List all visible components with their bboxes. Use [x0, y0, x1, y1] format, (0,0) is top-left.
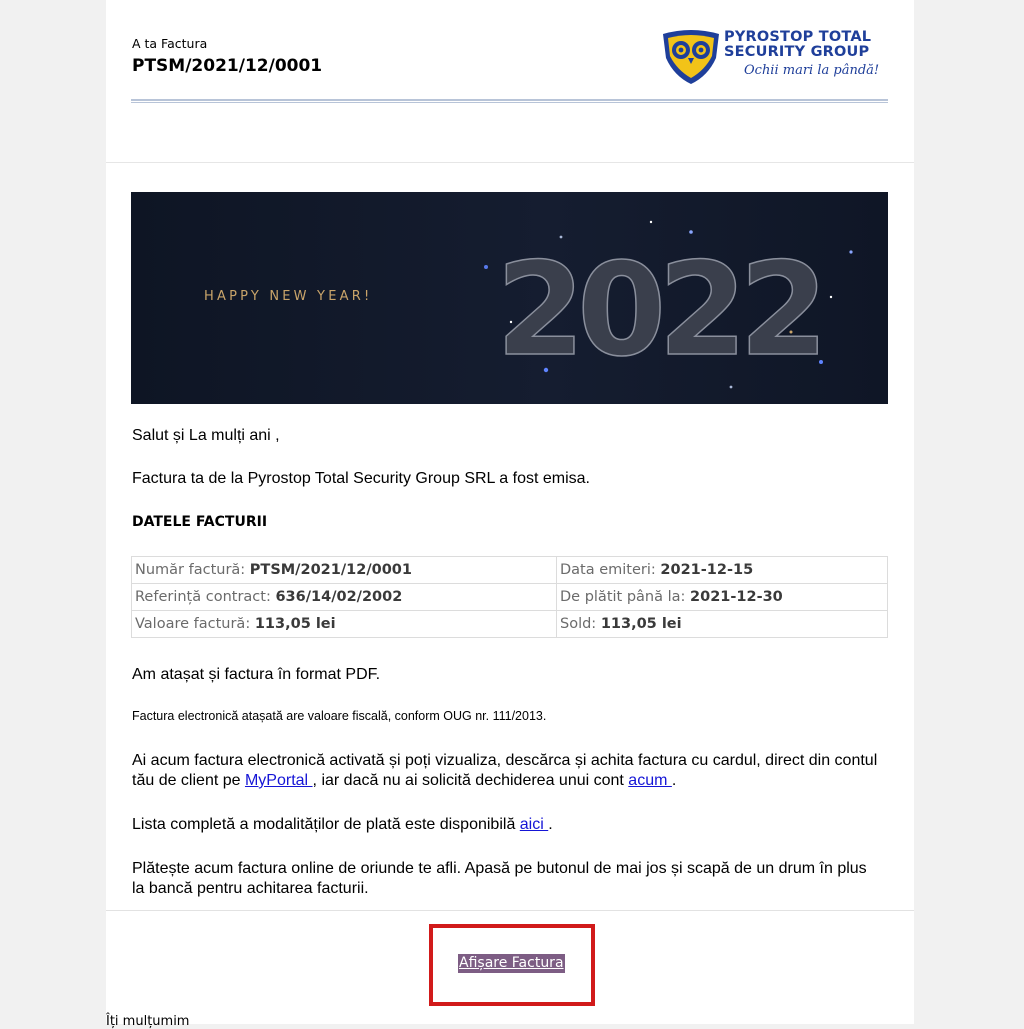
new-year-banner — [131, 192, 888, 404]
table-row — [132, 557, 888, 584]
create-account-link[interactable]: acum — [628, 772, 672, 789]
pay-now-paragraph: Plătește acum factura online de oriunde te afli. Apasă pe butonul de mai jos și scapă de un drum în plus la bancă pentru achitarea facturii. — [132, 860, 867, 897]
section-title: DATELE FACTURII — [132, 514, 268, 530]
header-divider — [131, 99, 888, 103]
owl-shield-icon — [660, 28, 722, 86]
section-gap — [106, 162, 914, 175]
due-date-cell: De plătit până la: 2021-12-30 — [557, 584, 888, 611]
table-row — [132, 611, 888, 638]
footer-divider — [106, 910, 914, 911]
greeting: Salut și La mulți ani , — [132, 427, 280, 444]
balance-cell: Sold: 113,05 lei — [557, 611, 888, 638]
fiscal-note: Factura electronică atașată are valoare fiscală, conform OUG nr. 111/2013. — [132, 709, 547, 723]
logo-line-1: PYROSTOP TOTAL — [724, 29, 872, 45]
year-digits: 2022 — [496, 236, 821, 382]
header-label: A ta Factura — [132, 36, 208, 51]
logo-slogan: Ochii mari la pândă! — [744, 63, 880, 78]
table-row — [132, 584, 888, 611]
company-logo — [660, 26, 890, 88]
payment-methods-paragraph: Lista completă a modalităților de plată este disponibilă aici . — [132, 816, 553, 833]
logo-line-2: SECURITY GROUP — [724, 44, 870, 60]
header-invoice-number: PTSM/2021/12/0001 — [132, 56, 323, 76]
banner-text: HAPPY NEW YEAR! — [204, 289, 373, 304]
intro-text: Factura ta de la Pyrostop Total Security Group SRL a fost emisa. — [132, 470, 590, 487]
payment-methods-link[interactable]: aici — [519, 816, 549, 833]
contract-reference-cell: Referință contract: 636/14/02/2002 — [132, 584, 557, 611]
view-invoice-button[interactable]: Afișare Factura — [459, 955, 564, 971]
invoice-details-table — [131, 556, 888, 638]
attachment-note: Am atașat și factura în format PDF. — [132, 666, 381, 683]
thanks-text: Îți mulțumim — [106, 1014, 190, 1029]
invoice-number-cell: Număr factură: PTSM/2021/12/0001 — [132, 557, 557, 584]
issue-date-cell: Data emiteri: 2021-12-15 — [557, 557, 888, 584]
logo-wordmark — [724, 30, 871, 60]
year-2022-graphic — [496, 232, 826, 382]
myportal-link[interactable]: MyPortal — [244, 772, 313, 789]
invoice-value-cell: Valoare factură: 113,05 lei — [132, 611, 557, 638]
portal-paragraph: Ai acum factura electronică activată și poți vizualiza, descărca și achita factura cu cardul, direct din contul tău de client pe MyPortal , iar dacă nu ai solicită dechiderea unui cont acum . — [132, 752, 878, 789]
